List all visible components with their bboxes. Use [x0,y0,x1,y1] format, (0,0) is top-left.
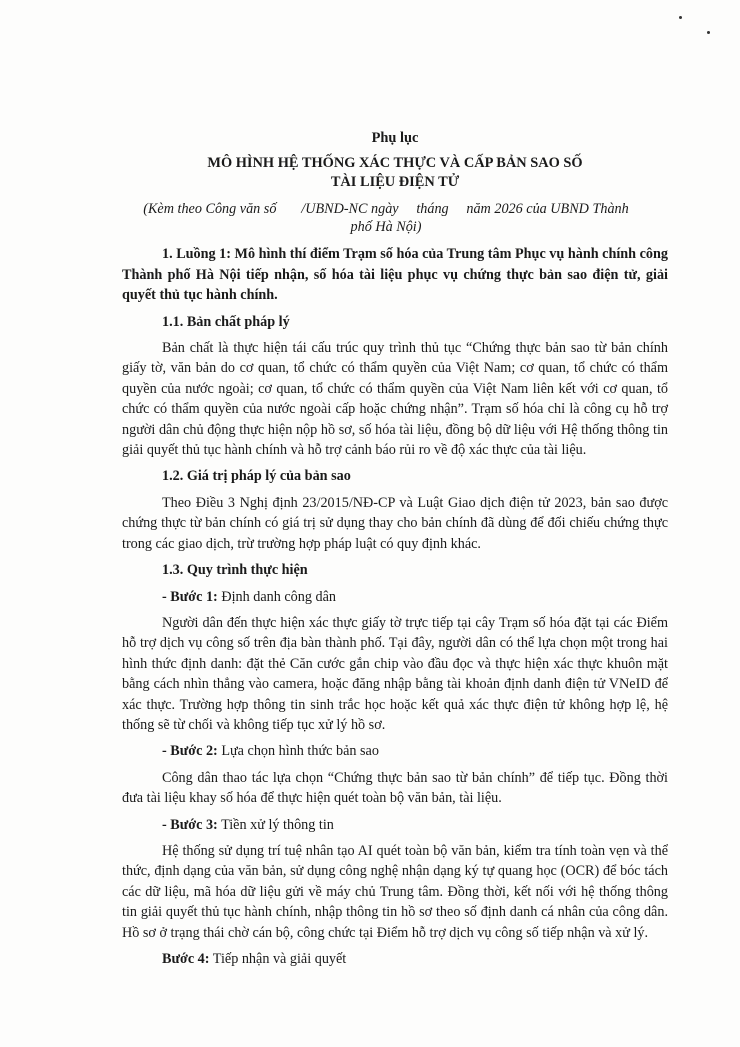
step-2-heading: - Bước 2: Lựa chọn hình thức bản sao [162,743,379,760]
scan-speck [707,31,710,34]
section-1-1-text: Bản chất là thực hiện tái cấu trúc quy trình thủ tục “Chứng thực bản sao từ bản chính giấy tờ, văn bản do cơ quan, tổ chức có thẩm quyền của Việt Nam; cơ quan, tổ chức có thẩm quyền của nước ngoài; cơ quan, tổ chức có thẩm quyền của Việt Nam liên kết với cơ quan, tổ chức có thẩm quyền của nước ngoài cấp hoặc chứng nhận”. Trạm số hóa chỉ là công cụ hỗ trợ người dân chủ động thực hiện nộp hồ sơ, số hóa tài liệu, đồng bộ dữ liệu với Hệ thống thông tin giải quyết thủ tục hành chính và hỗ trợ cảnh báo rủi ro về độ xác thực của tài liệu. [122,340,668,459]
document-body [122,128,668,975]
step-2-text: Công dân thao tác lựa chọn “Chứng thực bản sao từ bản chính” để tiếp tục. Đồng thời đưa tài liệu khay số hóa để thực hiện quét toàn bộ văn bản, tài liệu. [122,769,668,807]
section-1-3-heading: 1.3. Quy trình thực hiện [162,562,308,579]
appendix-label: Phụ lục [371,130,419,146]
section-1-1-heading: 1.1. Bản chất pháp lý [162,313,290,330]
document-title: MÔ HÌNH HỆ THỐNG XÁC THỰC VÀ CẤP BẢN SAO SỐ [207,155,583,172]
step-4-heading: Bước 4: Tiếp nhận và giải quyết [162,951,347,967]
document-subtitle: (Kèm theo Công văn số /UBND-NC ngày tháng năm 2026 của UBND Thành phố Hà Nội) [143,201,629,236]
scan-speck [679,16,682,19]
step-3-heading: - Bước 3: Tiền xử lý thông tin [162,816,334,833]
step-3-text: Hệ thống sử dụng trí tuệ nhân tạo AI quét toàn bộ văn bản, kiểm tra tính toàn vẹn và thể thức, định dạng của văn bản, sử dụng công nghệ nhận dạng ký tự quang học (OCR) để bóc tách các dữ liệu, mã hóa dữ liệu gửi về máy chủ Trung tâm. Đồng thời, kết nối với hệ thống thông tin giải quyết thủ tục hành chính, nhập thông tin hồ sơ theo số định danh cá nhân của công dân. Hồ sơ ở trạng thái chờ cán bộ, công chức tại Điểm hỗ trợ dịch vụ công số tiếp nhận và xử lý. [122,842,668,941]
document-title-line2: TÀI LIỆU ĐIỆN TỬ [330,174,460,191]
section-1-2-heading: 1.2. Giá trị pháp lý của bản sao [162,468,351,485]
step-1-heading: - Bước 1: Định danh công dân [162,588,336,605]
section-1-2-text: Theo Điều 3 Nghị định 23/2015/NĐ-CP và Luật Giao dịch điện tử 2023, bản sao được chứng thực từ bản chính có giá trị sử dụng thay cho bản chính đã dùng để đối chiếu chứng thực trong các giao dịch, trừ trường hợp pháp luật có quy định khác. [122,494,668,552]
section-1-heading: 1. Luồng 1: Mô hình thí điểm Trạm số hóa của Trung tâm Phục vụ hành chính công Thành phố Hà Nội tiếp nhận, số hóa tài liệu phục vụ chứng thực bản sao điện tử, giải quyết thủ tục hành chính. [122,246,668,304]
step-1-text: Người dân đến thực hiện xác thực giấy tờ trực tiếp tại cây Trạm số hóa đặt tại các Điểm hỗ trợ dịch vụ công số trên địa bàn thành phố. Tại đây, người dân có thể lựa chọn một trong hai hình thức định danh: đặt thẻ Căn cước gắn chip vào đầu đọc và thực hiện xác thực khuôn mặt bằng cách nhìn thẳng vào camera, hoặc đăng nhập bằng tài khoản định danh điện tử VNeID để xác thực. Trường hợp thông tin sinh trắc học hoặc kết quả xác thực điện tử không hợp lệ, hệ thống sẽ từ chối và không tiếp tục xử lý hồ sơ. [122,614,668,733]
